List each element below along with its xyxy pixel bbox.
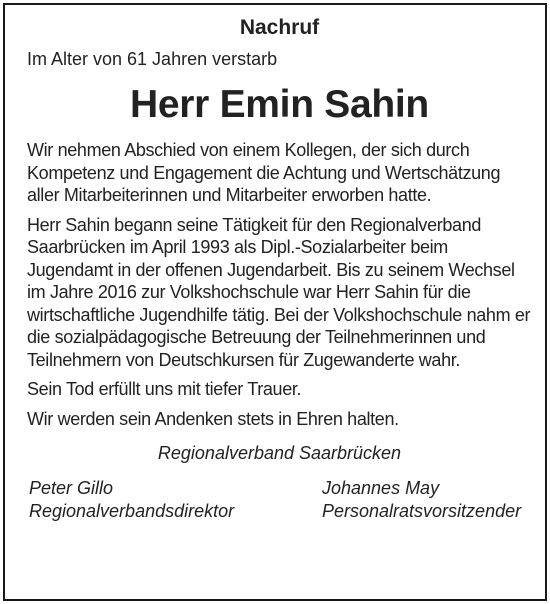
signatory-name: Peter Gillo — [29, 478, 114, 498]
organization-name: Regionalverband Saarbrücken — [157, 443, 402, 463]
intro-text: Im Alter von 61 Jahren verstarb — [27, 49, 278, 69]
paragraph-remembrance: Wir werden sein Andenken stets in Ehren halten. — [27, 408, 399, 429]
deceased-name: Herr Emin Sahin — [130, 83, 429, 126]
paragraph-mourning: Sein Tod erfüllt uns mit tiefer Trauer. — [27, 379, 302, 399]
signatory-role: Personalratsvorsitzender — [322, 501, 522, 521]
obituary-frame — [3, 3, 547, 601]
signatory-right — [322, 477, 521, 523]
signature-block — [27, 477, 532, 523]
signatory-name: Johannes May — [322, 478, 440, 498]
signatory-left — [29, 477, 234, 523]
paragraph-farewell: Wir nehmen Abschied von einem Kollegen, der sich durch Kompetenz und Engagement die Achtung und Wertschätzung aller Mitarbeiterinnen und Mitarbeiter erworben hatte. — [27, 140, 501, 205]
obituary-content — [27, 15, 532, 523]
signatory-role: Regionalverbandsdirektor — [29, 501, 235, 521]
paragraph-career: Herr Sahin begann seine Tätigkeit für den Regionalverband Saarbrücken im April 1993 als Dipl.-Sozialarbeiter beim Jugendamt in der offenen Jugendarbeit. Bis zu seinem Wechsel im Jahre 2016 zur Volkshochschule war Herr Sahin für die wirtschaftliche Jugendhilfe tätig. Bei der Volkshochschule nahm er die sozialpädagogische Betreuung der Teilnehmerinnen und Teilnehmern von Deutschkursen für Zugewanderte wahr. — [27, 214, 531, 370]
obituary-title: Nachruf — [239, 16, 320, 39]
